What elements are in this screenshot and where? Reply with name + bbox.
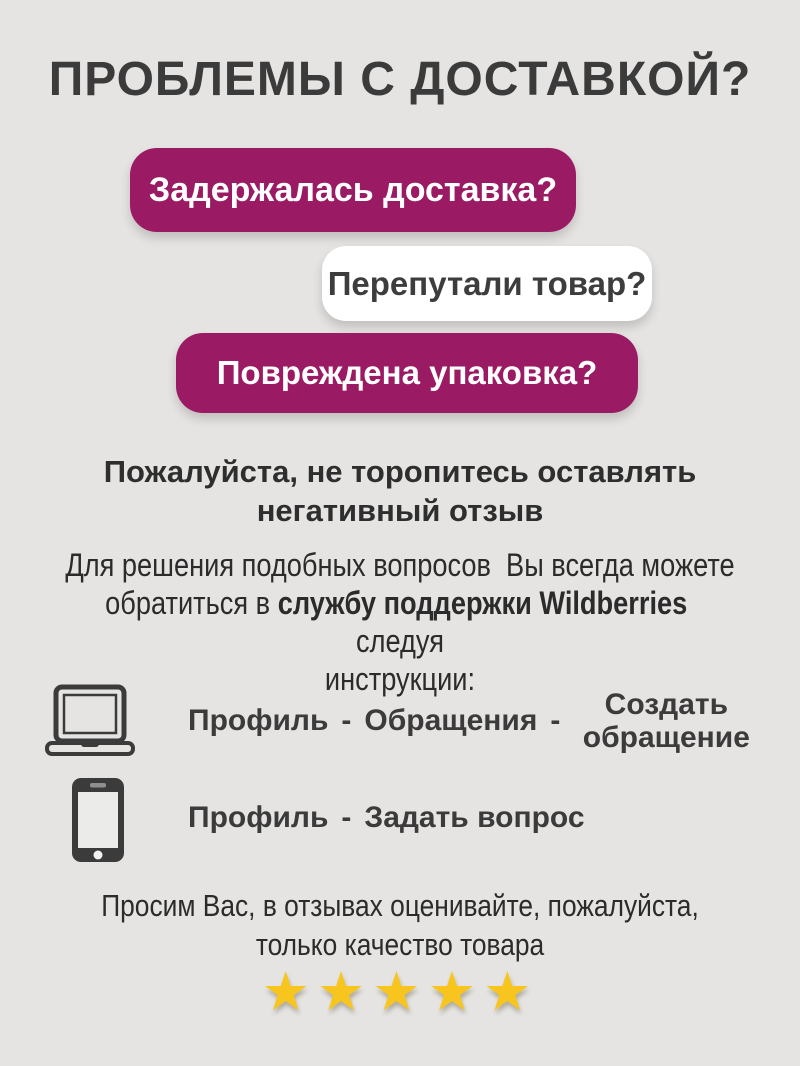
subtitle (0, 452, 800, 530)
closing-line: Просим Вас, в отзывах оценивайте, пожалуйста, (101, 888, 699, 923)
step-dash: - (341, 704, 352, 737)
intro-line: Для решения подобных вопросов Вы всегда можете (65, 547, 735, 583)
intro-line: обратиться в службу поддержки Wildberries следуя (105, 585, 695, 659)
step-label: Профиль (188, 801, 329, 834)
badge-wrong-item (322, 246, 652, 321)
star-icon: ★ (261, 960, 317, 1023)
support-service-bold-text: службу поддержки Wildberries (277, 585, 688, 621)
step-label: Создать обращение (582, 688, 750, 754)
badge-delayed-delivery (130, 148, 576, 232)
step-label: Обращения (364, 704, 538, 737)
step-dash: - (550, 704, 561, 737)
star-icon: ★ (372, 960, 428, 1023)
step-dash: - (341, 801, 352, 834)
star-icon: ★ (316, 960, 373, 1023)
step-mobile (188, 798, 585, 838)
smartphone-icon (70, 776, 126, 869)
page-title: ПРОБЛЕМЫ С ДОСТАВКОЙ? (48, 53, 752, 106)
badge-label: Задержалась доставка? (148, 170, 558, 209)
rating-stars (0, 960, 800, 1023)
step-label: Задать вопрос (364, 801, 585, 834)
badge-label: Повреждена упаковка? (216, 354, 598, 391)
subtitle-line: негативный отзыв (256, 493, 544, 528)
step-label: Профиль (188, 704, 329, 737)
star-icon: ★ (483, 960, 539, 1023)
badge-label: Перепутали товар? (327, 264, 647, 302)
intro-line: инструкции: (324, 661, 476, 697)
star-icon: ★ (427, 960, 484, 1023)
intro-text (60, 546, 740, 698)
subtitle-line: Пожалуйста, не торопитесь оставлять (103, 454, 697, 489)
badge-damaged-packaging (176, 333, 638, 413)
closing-line: только качество товара (255, 927, 545, 962)
step-desktop (188, 682, 759, 760)
laptop-icon (44, 684, 136, 763)
closing-text (60, 886, 740, 964)
